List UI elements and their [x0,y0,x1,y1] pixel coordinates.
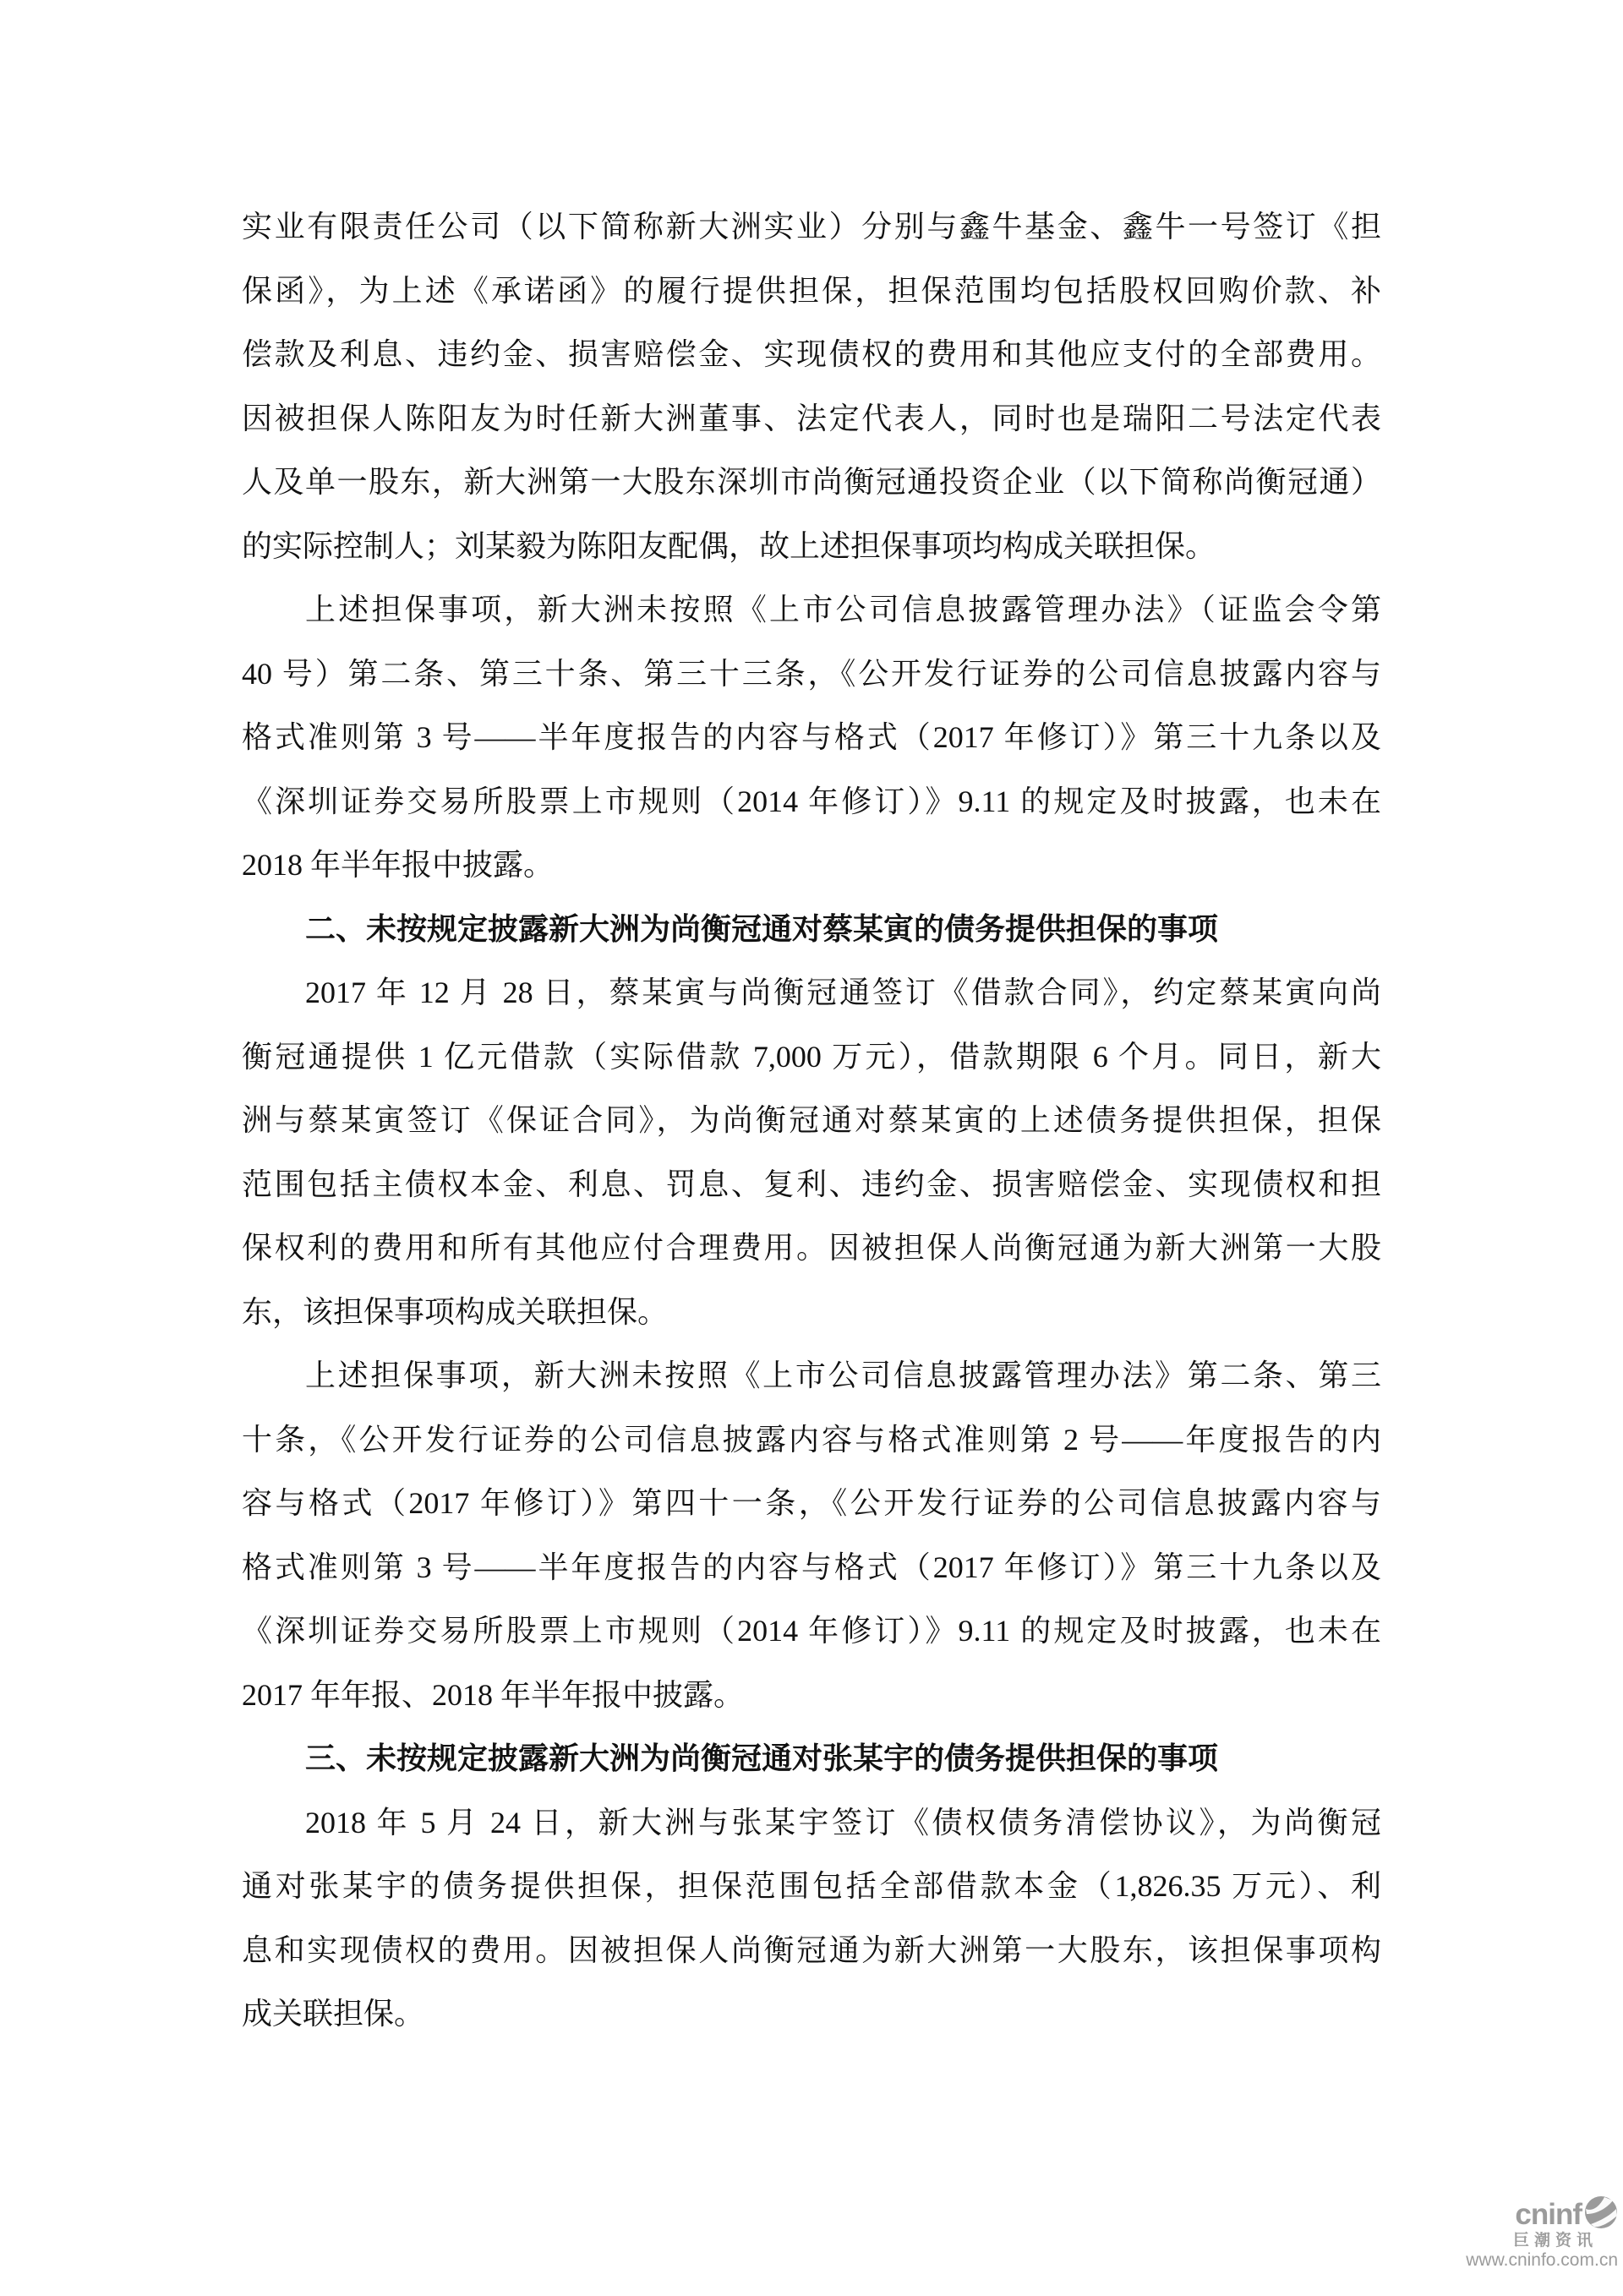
document-body [242,195,1381,2047]
text-line: 容与格式（2017 年修订）》第四十一条，《公开发行证券的公司信息披露内容与 [242,1486,1381,1520]
text-line: 2018 年半年报中披露。 [242,848,555,882]
cninfo-logo-row [1461,2196,1618,2232]
text-line: 上述担保事项，新大洲未按照《上市公司信息披露管理办法》（证监会令第 [305,593,1381,626]
text-line: 2017 年年报、2018 年半年报中披露。 [242,1677,745,1712]
text-line: 的实际控制人；刘某毅为陈阳友配偶，故上述担保事项均构成关联担保。 [242,528,1216,563]
text-line: 格式准则第 3 号——半年度报告的内容与格式（2017 年修订）》第三十九条以及 [242,1550,1381,1584]
section-heading: 二、未按规定披露新大洲为尚衡冠通对蔡某寅的债务提供担保的事项 [305,911,1219,946]
text-line: 洲与蔡某寅签订《保证合同》，为尚衡冠通对蔡某寅的上述债务提供担保，担保 [242,1103,1381,1137]
text-line: 格式准则第 3 号——半年度报告的内容与格式（2017 年修订）》第三十九条以及 [242,720,1381,754]
text-line: 东，该担保事项构成关联担保。 [242,1294,669,1329]
text-line: 通对张某宇的债务提供担保，担保范围包括全部借款本金（1,826.35 万元）、利 [242,1869,1381,1903]
text-line: 息和实现债权的费用。因被担保人尚衡冠通为新大洲第一大股东，该担保事项构 [242,1932,1381,1967]
section-heading: 三、未按规定披露新大洲为尚衡冠通对张某宇的债务提供担保的事项 [305,1741,1219,1775]
text-line: 偿款及利息、违约金、损害赔偿金、实现债权的费用和其他应支付的全部费用。 [242,337,1381,371]
text-line: 成关联担保。 [242,1997,425,2031]
text-line: 衡冠通提供 1 亿元借款（实际借款 7,000 万元），借款期限 6 个月。同日，新大 [242,1039,1381,1074]
cninfo-logo-cn-label: 巨潮资讯 [1512,2232,1598,2250]
globe-icon [1584,2195,1618,2229]
text-line: 十条，《公开发行证券的公司信息披露内容与格式准则第 2 号——年度报告的内 [242,1422,1381,1457]
cninfo-url: www.cninfo.com.cn [1466,2250,1618,2270]
cninfo-logo [1461,2196,1618,2270]
text-line: 《深圳证券交易所股票上市规则（2014 年修订）》9.11 的规定及时披露，也未在 [242,1614,1381,1648]
text-line: 2017 年 12 月 28 日，蔡某寅与尚衡冠通签订《借款合同》，约定蔡某寅向尚 [305,976,1381,1009]
text-line: 人及单一股东，新大洲第一大股东深圳市尚衡冠通投资企业（以下简称尚衡冠通） [242,465,1381,499]
text-line: 保函》，为上述《承诺函》的履行提供担保，担保范围均包括股权回购价款、补 [242,273,1381,308]
text-line: 上述担保事项，新大洲未按照《上市公司信息披露管理办法》第二条、第三 [305,1358,1381,1392]
text-line: 《深圳证券交易所股票上市规则（2014 年修订）》9.11 的规定及时披露，也未在 [242,784,1381,818]
text-line: 保权利的费用和所有其他应付合理费用。因被担保人尚衡冠通为新大洲第一大股 [242,1231,1381,1265]
cninfo-logo-text: cninf [1515,2197,1582,2231]
text-line: 40 号）第二条、第三十条、第三十三条，《公开发行证券的公司信息披露内容与 [242,656,1381,691]
text-line: 2018 年 5 月 24 日，新大洲与张某宇签订《债权债务清偿协议》，为尚衡冠 [305,1805,1381,1840]
text-line: 范围包括主债权本金、利息、罚息、复利、违约金、损害赔偿金、实现债权和担 [242,1167,1381,1201]
text-line: 因被担保人陈阳友为时任新大洲董事、法定代表人，同时也是瑞阳二号法定代表 [242,401,1381,435]
text-line: 实业有限责任公司（以下简称新大洲实业）分别与鑫牛基金、鑫牛一号签订《担 [242,210,1381,243]
